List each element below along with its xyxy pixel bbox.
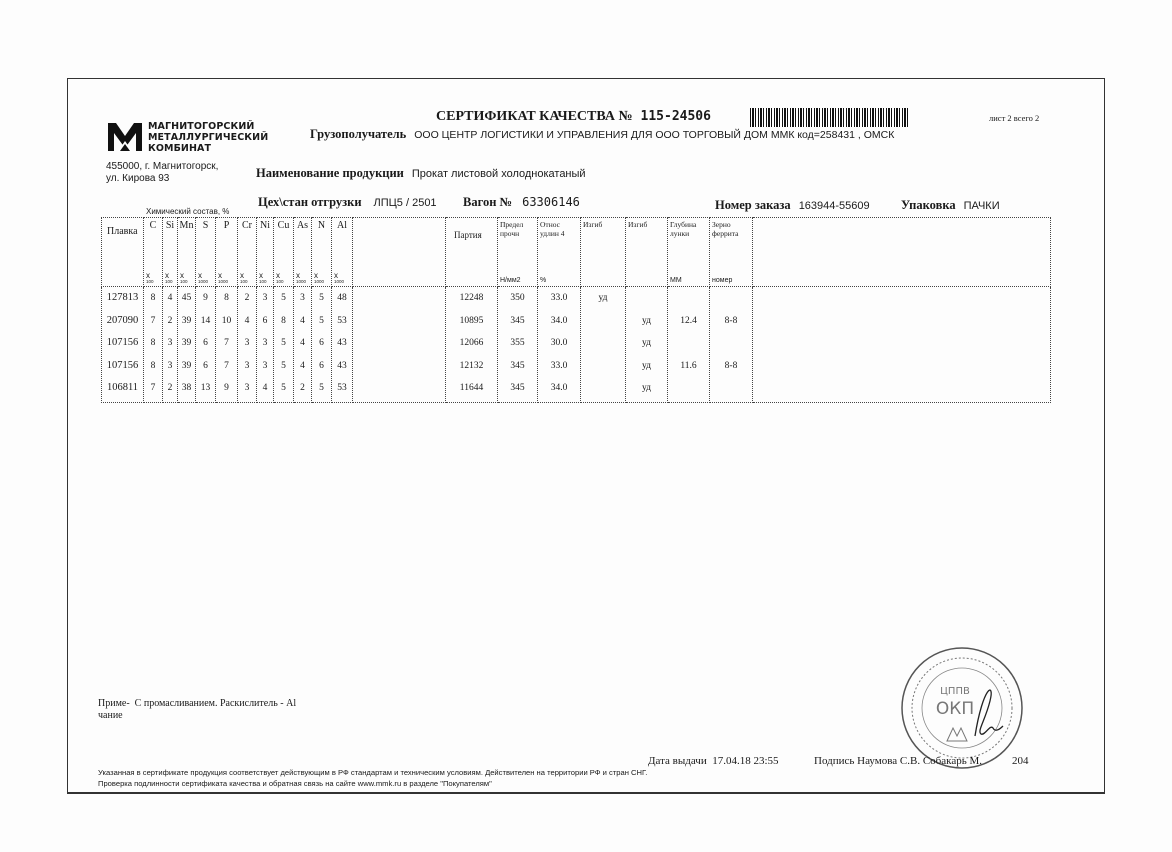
signature	[814, 755, 982, 767]
consignee-label: Грузополучатель	[310, 127, 407, 141]
order-label: Номер заказа	[715, 198, 791, 212]
mech-value-cell: 345	[510, 383, 525, 393]
chem-value-cell: 39	[181, 338, 192, 348]
element-column	[144, 287, 163, 403]
footer-line: Проверка подлинности сертификата качества и обратная связь на сайте www.mmk.ru в разделе "Покупателям"	[98, 779, 492, 788]
mech-value-cell	[668, 287, 709, 310]
element-mult: x	[276, 271, 280, 280]
element-factor: 1000	[314, 279, 325, 284]
mech-header-unit: Н/мм2	[500, 277, 521, 284]
mech-value-cell: 12132	[459, 360, 484, 371]
chem-value-cell: 3	[262, 293, 268, 303]
mech-value-cell	[581, 355, 625, 378]
mech-value-cell: 12.4	[680, 315, 697, 326]
element-mult: x	[180, 271, 184, 280]
batch-column	[446, 287, 498, 403]
element-mult: x	[165, 271, 169, 280]
mech-value-cell: уд	[642, 383, 651, 393]
chem-value-cell: 4	[300, 360, 305, 371]
wagon-row	[463, 193, 580, 211]
mech-header-text: Изгиб	[628, 220, 648, 229]
chem-value-cell: 3	[262, 360, 268, 371]
element-symbol: C	[149, 220, 157, 231]
chem-value-cell: 4	[167, 293, 173, 303]
element-symbol: N	[317, 220, 326, 231]
element-mult: x	[218, 271, 222, 280]
mech-value-cell: 33.0	[550, 360, 568, 371]
element-symbol: S	[202, 220, 209, 231]
mech-value-cell: 34.0	[550, 315, 568, 326]
element-symbol: Al	[337, 220, 347, 231]
chem-value-cell: 7	[224, 338, 229, 348]
heat-header	[102, 218, 144, 287]
element-symbol: As	[296, 220, 309, 231]
mech-value-cell: уд	[598, 293, 608, 303]
chem-value-cell: 38	[181, 383, 192, 393]
chem-value-cell: 3	[244, 338, 250, 348]
element-header	[274, 218, 294, 287]
element-mult: x	[314, 271, 318, 280]
mech-header	[446, 218, 498, 287]
product-label: Наименование продукции	[256, 166, 404, 180]
mech-header	[538, 218, 581, 287]
chem-value-cell: 48	[337, 293, 347, 303]
mech-header-text: Относ удлин 4	[540, 220, 565, 238]
shop-row	[258, 193, 437, 211]
chem-value-cell: 10	[221, 315, 232, 326]
element-symbol: Cr	[242, 220, 252, 231]
chem-value-cell: 2	[300, 383, 305, 393]
mech-value-cell: уд	[642, 338, 651, 348]
wagon-value: 63306146	[522, 195, 580, 209]
mech-header-text: Изгиб	[583, 220, 603, 229]
mech-value-cell: 8-8	[724, 315, 738, 326]
mech-value-cell: 355	[510, 338, 525, 348]
wagon-label: Вагон №	[463, 195, 513, 209]
element-symbol: Ni	[260, 220, 270, 231]
heat-cell: 106811	[106, 382, 139, 393]
mech-header-text: Зерно феррита	[712, 220, 739, 238]
chem-value-cell: 5	[281, 383, 286, 393]
element-header	[216, 218, 238, 287]
chem-value-cell: 8	[224, 293, 229, 303]
address-line: 455000, г. Магнитогорск,	[106, 161, 219, 172]
blank-column	[353, 287, 446, 403]
element-header	[257, 218, 274, 287]
chem-value-cell: 39	[181, 315, 192, 326]
chem-value-cell: 8	[150, 293, 156, 303]
chem-value-cell: 3	[244, 383, 250, 393]
mech-header-text: Партия	[454, 230, 482, 240]
element-header	[312, 218, 332, 287]
element-symbol: Si	[165, 220, 175, 231]
mech-header-text: Глубина лунки	[670, 220, 697, 238]
mech-value-cell: 10895	[459, 315, 484, 326]
notes-label: Приме-	[98, 698, 130, 709]
notes-text: С промасливанием. Раскислитель - Al	[134, 698, 297, 709]
packing-label: Упаковка	[901, 198, 956, 212]
element-header	[238, 218, 257, 287]
chem-value-cell: 3	[262, 338, 268, 348]
element-column	[312, 287, 332, 403]
chem-value-cell: 6	[319, 338, 324, 348]
element-symbol: Mn	[179, 220, 194, 231]
chem-value-cell: 5	[319, 315, 324, 326]
elongation-column	[538, 287, 581, 403]
chem-value-cell: 53	[337, 315, 347, 326]
chem-value-cell: 4	[300, 338, 305, 348]
element-column	[257, 287, 274, 403]
notes-label: чание	[98, 710, 123, 721]
element-header	[178, 218, 196, 287]
chem-value-cell: 6	[262, 315, 268, 326]
mech-value-cell	[581, 377, 625, 400]
chem-value-cell: 9	[203, 293, 208, 303]
product-row	[256, 164, 586, 182]
table-header-row	[102, 218, 1051, 287]
table-body-row	[102, 287, 1051, 403]
mech-header-unit: ММ	[670, 277, 682, 284]
element-factor: 100	[146, 279, 154, 284]
mech-value-cell: 345	[510, 315, 525, 326]
mech-header-unit: %	[540, 277, 547, 284]
mech-value-cell: 345	[510, 360, 525, 371]
chem-value-cell: 9	[224, 383, 229, 393]
chem-value-cell: 6	[203, 338, 208, 348]
certificate-number: 115-24506	[640, 109, 711, 124]
element-header	[144, 218, 163, 287]
element-mult: x	[240, 271, 244, 280]
element-column	[178, 287, 196, 403]
element-mult: x	[296, 271, 300, 280]
chem-value-cell: 43	[337, 338, 347, 348]
chem-value-cell: 13	[200, 383, 211, 393]
chem-value-cell: 7	[224, 360, 229, 371]
chem-value-cell: 2	[167, 315, 173, 326]
strength-column	[498, 287, 538, 403]
shop-value: ЛПЦ5 / 2501	[373, 197, 437, 209]
footer	[98, 767, 647, 789]
signature-value: Наумова С.В. Собакарь М.	[857, 755, 983, 767]
grain-column	[710, 287, 753, 403]
mech-value-cell	[668, 332, 709, 355]
chem-value-cell: 7	[150, 383, 156, 393]
element-factor: 100	[165, 279, 173, 284]
element-factor: 1000	[296, 279, 307, 284]
chem-value-cell: 5	[281, 338, 286, 348]
element-factor: 100	[180, 279, 188, 284]
mech-value-cell: 30.0	[550, 338, 568, 348]
element-header	[332, 218, 353, 287]
packing-value: ПАЧКИ	[963, 200, 1000, 212]
mech-value-cell: 33.0	[550, 293, 568, 303]
chem-value-cell: 4	[300, 315, 305, 326]
footer-line: Указанная в сертификате продукция соответствует действующим в РФ стандартам и техническим условиям. Действителен на территории РФ и стран СНГ.	[98, 768, 648, 777]
chem-value-cell: 5	[319, 293, 324, 303]
heat-column	[102, 287, 144, 403]
chem-value-cell: 5	[281, 360, 286, 371]
element-factor: 1000	[218, 279, 229, 284]
element-mult: x	[259, 271, 263, 280]
element-factor: 100	[259, 279, 267, 284]
chem-value-cell: 14	[200, 315, 211, 326]
mech-value-cell	[626, 287, 667, 310]
element-factor: 100	[240, 279, 248, 284]
mech-header	[710, 218, 753, 287]
element-factor: 1000	[198, 279, 209, 284]
chem-value-cell: 8	[150, 360, 156, 371]
chem-caption: Химический состав, %	[146, 207, 230, 216]
address-line: ул. Кирова 93	[106, 173, 170, 184]
company-name-line: МАГНИТОГОРСКИЙ	[148, 121, 255, 132]
element-symbol: P	[223, 220, 230, 231]
mech-header	[626, 218, 668, 287]
chem-value-cell: 2	[167, 383, 173, 393]
mech-value-cell: 12066	[459, 338, 484, 348]
mech-value-cell: 8-8	[724, 360, 738, 371]
element-header	[163, 218, 178, 287]
depth-column	[668, 287, 710, 403]
heat-cell: 107156	[106, 359, 139, 371]
chem-value-cell: 6	[203, 360, 208, 371]
sheet-indicator: лист 2 всего 2	[989, 113, 1040, 123]
mech-value-cell	[668, 377, 709, 400]
element-header	[294, 218, 312, 287]
company-name	[148, 121, 268, 154]
chem-value-cell: 3	[300, 293, 305, 303]
mech-header-unit: номер	[712, 277, 733, 284]
signature-code: 204	[1012, 755, 1029, 767]
product-value: Прокат листовой холоднокатаный	[411, 168, 586, 180]
stamp-line2: ОКП	[935, 699, 975, 719]
mech-value-cell: 11644	[459, 383, 484, 393]
consignee-value: ООО ЦЕНТР ЛОГИСТИКИ И УПРАВЛЕНИЯ ДЛЯ ООО ТОРГОВЫЙ ДОМ ММК код=258431 , ОМСК	[414, 129, 895, 141]
certificate-title-text: СЕРТИФИКАТ КАЧЕСТВА №	[436, 109, 633, 124]
mmk-logo-icon	[107, 120, 143, 152]
blank-column	[753, 287, 1051, 403]
element-column	[238, 287, 257, 403]
mech-value-cell	[581, 310, 625, 333]
company-address	[106, 161, 218, 185]
mech-value-cell	[710, 377, 752, 400]
mech-value-cell: 11.6	[680, 360, 697, 371]
bend2-column	[626, 287, 668, 403]
signature-label: Подпись	[814, 755, 855, 767]
mech-header-text: Предел прочн	[500, 220, 524, 238]
element-column	[216, 287, 238, 403]
chem-value-cell: 8	[281, 315, 286, 326]
mech-value-cell: 34.0	[550, 383, 568, 393]
element-mult: x	[334, 271, 338, 280]
heat-cell: 107156	[106, 337, 139, 348]
element-factor: 100	[276, 279, 284, 284]
heat-header-text: Плавка	[107, 226, 138, 237]
chem-value-cell: 8	[150, 338, 156, 348]
chem-value-cell: 3	[244, 360, 250, 371]
element-column	[163, 287, 178, 403]
signature-scribble	[975, 690, 1003, 736]
element-mult: x	[146, 271, 150, 280]
mech-header	[581, 218, 626, 287]
chem-value-cell: 53	[337, 383, 347, 393]
element-column	[274, 287, 294, 403]
mech-value-cell: уд	[642, 315, 651, 326]
chem-value-cell: 45	[181, 293, 192, 303]
element-mult: x	[198, 271, 202, 280]
company-name-line: МЕТАЛЛУРГИЧЕСКИЙ	[148, 132, 269, 143]
element-symbol: Cu	[277, 220, 290, 231]
mech-value-cell	[581, 332, 625, 355]
element-column	[294, 287, 312, 403]
element-header	[196, 218, 216, 287]
issue-date-value: 17.04.18 23:55	[712, 755, 779, 767]
order-row	[715, 196, 870, 214]
order-value: 163944-55609	[798, 200, 870, 212]
chem-value-cell: 3	[167, 338, 173, 348]
stamp-seal	[895, 646, 1030, 771]
certificate-title	[436, 107, 711, 125]
quality-table	[101, 217, 1051, 403]
chem-value-cell: 39	[181, 360, 192, 371]
chem-value-cell: 6	[319, 360, 324, 371]
bend1-column	[581, 287, 626, 403]
mech-value-cell: 350	[510, 293, 525, 303]
chem-value-cell: 3	[167, 360, 173, 371]
element-factor: 1000	[334, 279, 345, 284]
element-column	[196, 287, 216, 403]
chem-value-cell: 7	[150, 315, 156, 326]
chem-value-cell: 4	[262, 383, 268, 393]
company-name-line: КОМБИНАТ	[148, 143, 212, 154]
element-column	[332, 287, 353, 403]
chem-value-cell: 43	[337, 360, 347, 371]
mech-value-cell	[710, 287, 752, 310]
heat-cell: 207090	[106, 314, 139, 326]
blank-column	[753, 218, 1051, 287]
mech-value-cell: уд	[642, 360, 651, 371]
issue-date	[648, 755, 779, 767]
stamp-line1: ЦППВ	[940, 686, 970, 697]
packing-row	[901, 196, 1000, 214]
consignee-row	[310, 125, 894, 143]
shop-label: Цех\стан отгрузки	[258, 195, 362, 209]
mech-header	[498, 218, 538, 287]
chem-value-cell: 2	[244, 293, 250, 303]
chem-value-cell: 5	[319, 383, 324, 393]
mech-value-cell	[710, 332, 752, 355]
blank-column	[353, 218, 446, 287]
mech-value-cell: 12248	[459, 293, 484, 303]
chem-value-cell: 4	[244, 315, 250, 326]
notes	[98, 698, 296, 722]
heat-cell: 127813	[106, 292, 139, 303]
issue-date-label: Дата выдачи	[648, 755, 707, 767]
mech-header	[668, 218, 710, 287]
chem-value-cell: 5	[281, 293, 286, 303]
